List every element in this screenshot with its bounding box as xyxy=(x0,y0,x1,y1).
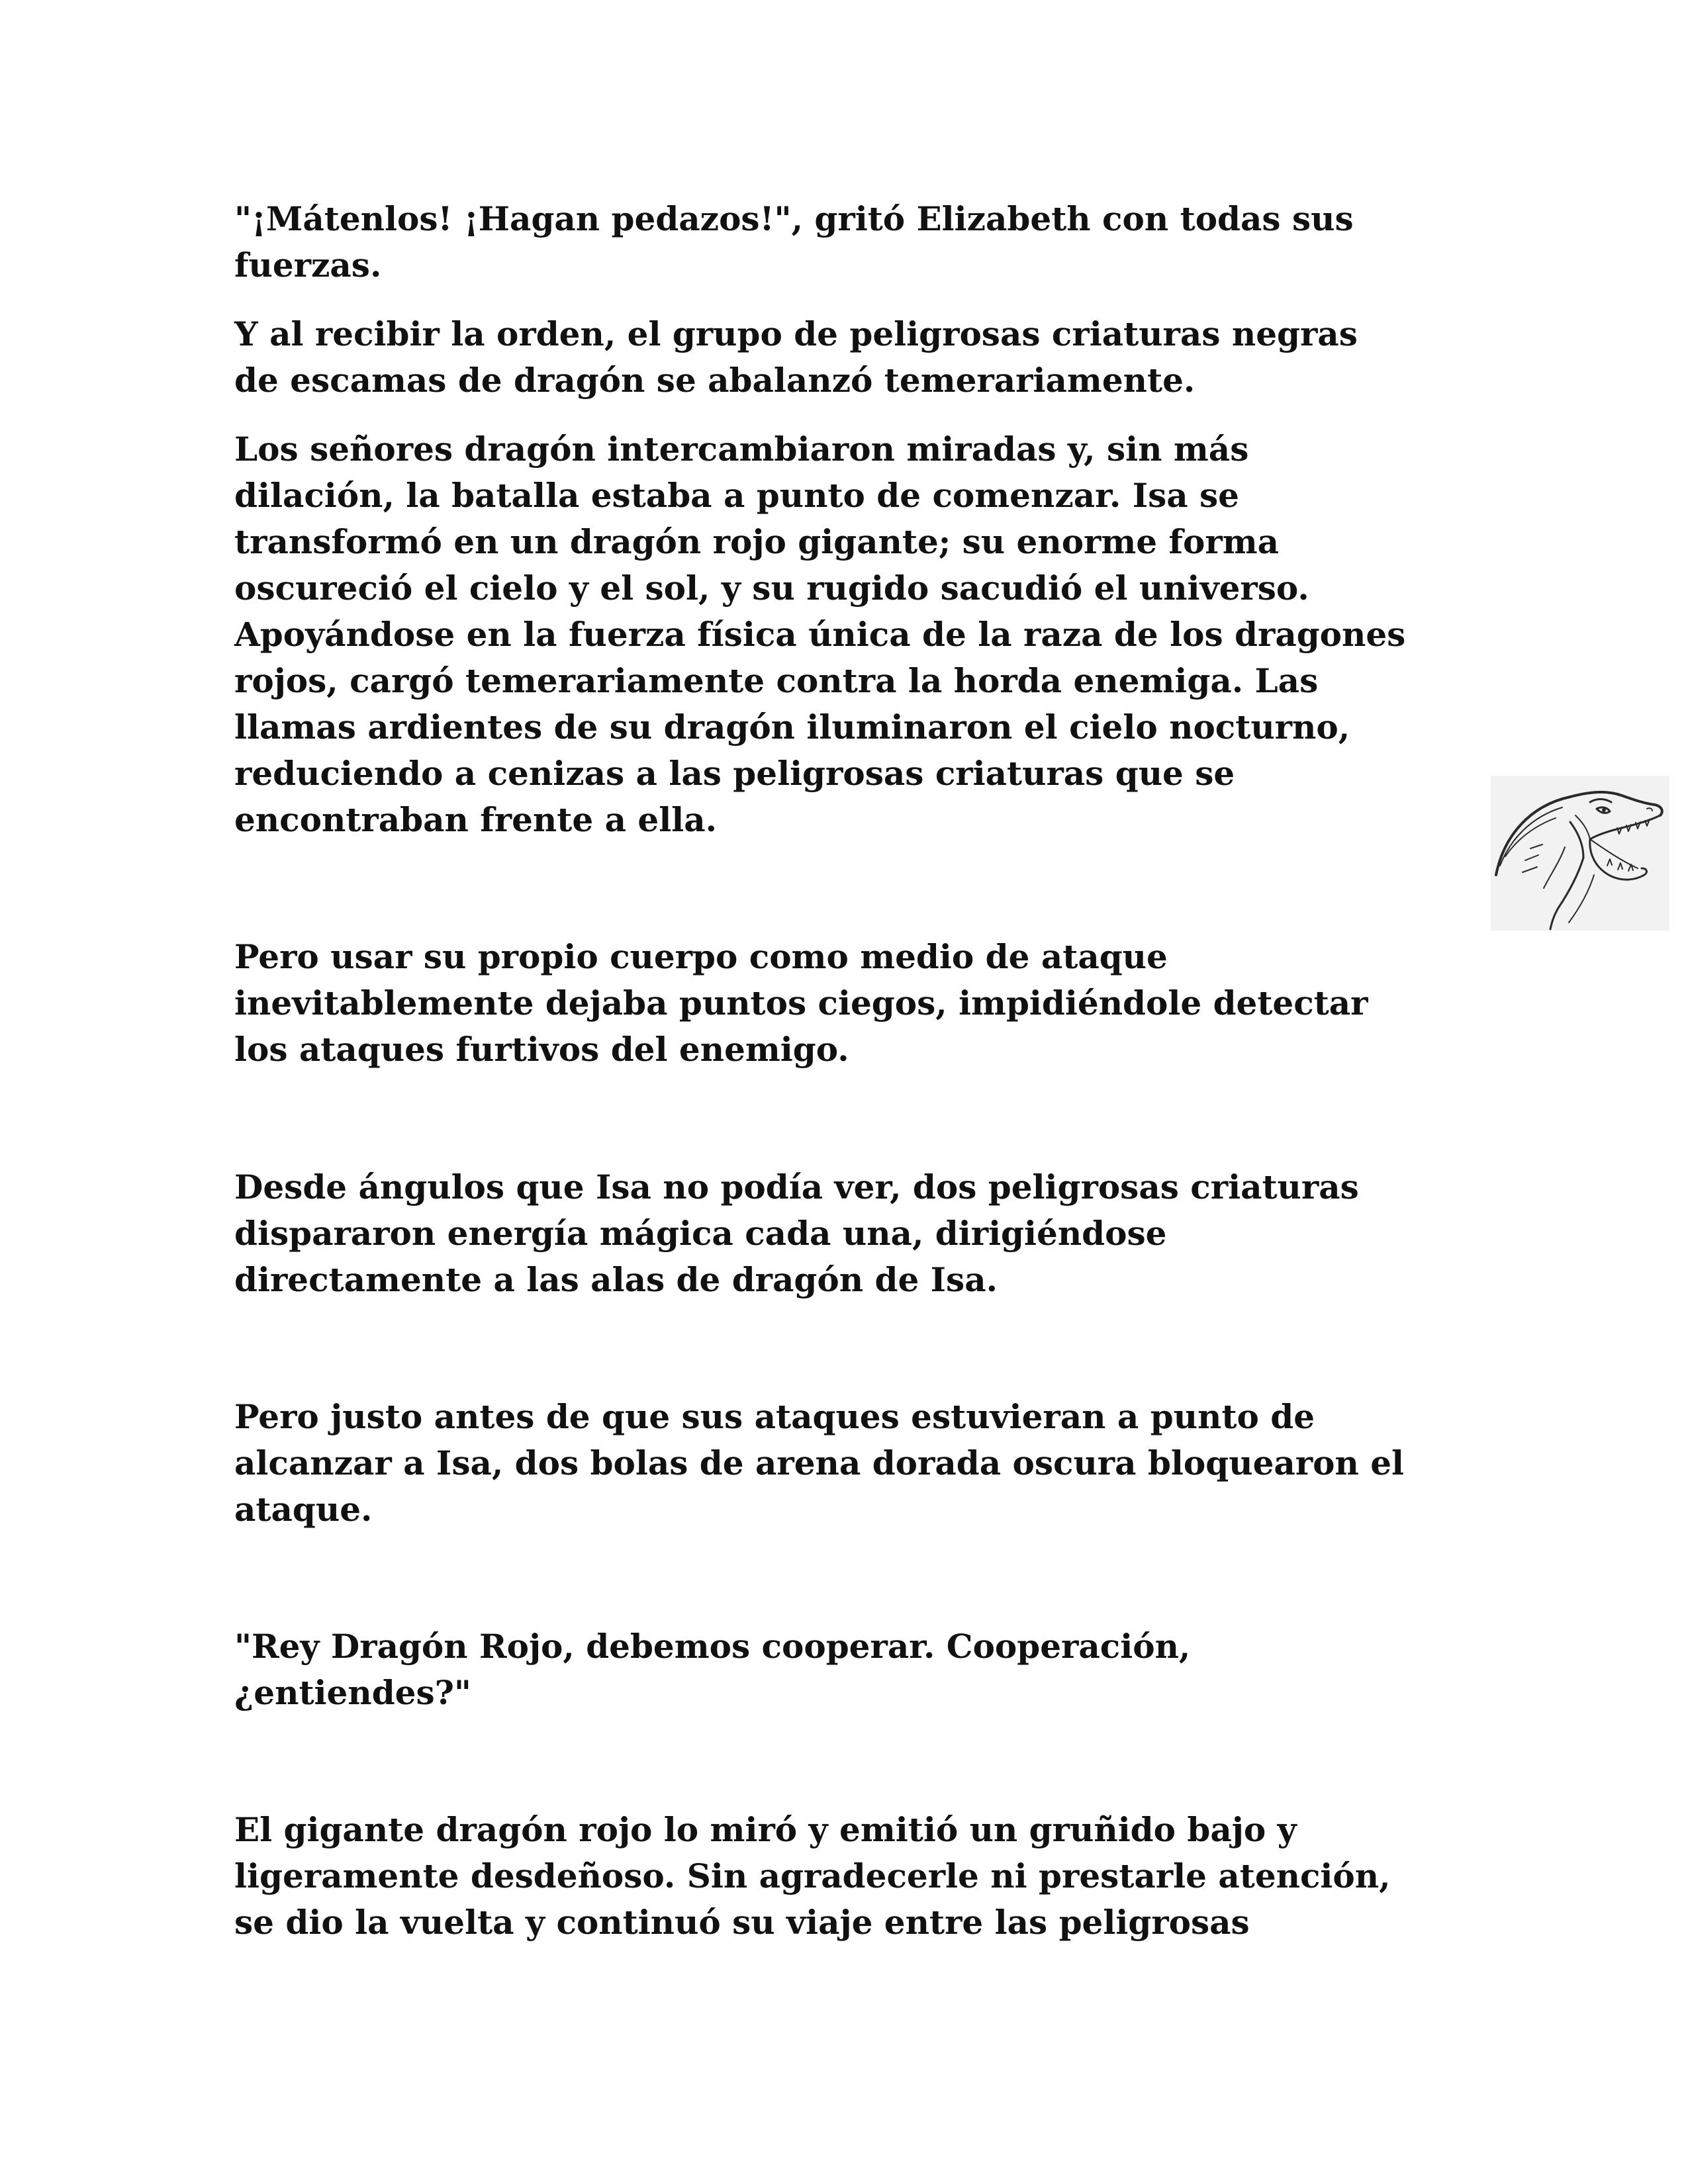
text-line: ligeramente desdeñoso. Sin agradecerle ni prestarle atención, xyxy=(234,1856,1391,1895)
text-line: oscureció el cielo y el sol, y su rugido sacudió el universo. xyxy=(234,569,1309,608)
text-line: Los señores dragón intercambiaron miradas y, sin más xyxy=(234,430,1249,469)
text-line: fuerzas. xyxy=(234,246,382,285)
text-line: Pero usar su propio cuerpo como medio de ataque xyxy=(234,937,1168,976)
paragraph-7 xyxy=(234,1623,1466,1716)
text-line: Y al recibir la orden, el grupo de peligrosas criaturas negras xyxy=(234,314,1358,353)
paragraph-5 xyxy=(234,1164,1466,1303)
paragraph-4 xyxy=(234,934,1466,1073)
text-line: alcanzar a Isa, dos bolas de arena dorada oscura bloquearon el xyxy=(234,1443,1405,1482)
text-line: Desde ángulos que Isa no podía ver, dos peligrosas criaturas xyxy=(234,1167,1359,1206)
text-line: "¡Mátenlos! ¡Hagan pedazos!", gritó Elizabeth con todas sus xyxy=(234,199,1354,238)
paragraph-8 xyxy=(234,1807,1466,1946)
text-line: los ataques furtivos del enemigo. xyxy=(234,1030,849,1069)
paragraph-6 xyxy=(234,1394,1466,1533)
text-line: "Rey Dragón Rojo, debemos cooperar. Cooperación, xyxy=(234,1627,1191,1666)
paragraph-1 xyxy=(234,196,1466,289)
text-line: llamas ardientes de su dragón iluminaron el cielo nocturno, xyxy=(234,707,1350,747)
paragraph-3 xyxy=(234,426,1466,843)
text-line: El gigante dragón rojo lo miró y emitió un gruñido bajo y xyxy=(234,1810,1297,1849)
text-line: rojos, cargó temerariamente contra la horda enemiga. Las xyxy=(234,661,1319,700)
text-line: reduciendo a cenizas a las peligrosas criaturas que se xyxy=(234,754,1235,793)
text-line: Pero justo antes de que sus ataques estuvieran a punto de xyxy=(234,1397,1315,1436)
text-line: encontraban frente a ella. xyxy=(234,800,718,839)
text-line: transformó en un dragón rojo gigante; su enorme forma xyxy=(234,522,1280,561)
dinosaur-head-sketch-icon xyxy=(1491,776,1669,931)
text-line: se dio la vuelta y continuó su viaje entre las peligrosas xyxy=(234,1903,1250,1942)
text-line: dilación, la batalla estaba a punto de comenzar. Isa se xyxy=(234,476,1239,515)
text-line: de escamas de dragón se abalanzó temerariamente. xyxy=(234,361,1196,400)
text-line: ¿entiendes?" xyxy=(234,1673,471,1712)
text-line: inevitablemente dejaba puntos ciegos, impidiéndole detectar xyxy=(234,983,1368,1023)
text-line: ataque. xyxy=(234,1490,373,1529)
text-line: directamente a las alas de dragón de Isa. xyxy=(234,1260,998,1299)
text-line: dispararon energía mágica cada una, dirigiéndose xyxy=(234,1214,1167,1253)
paragraph-2 xyxy=(234,311,1466,404)
text-line: Apoyándose en la fuerza física única de la raza de los dragones xyxy=(234,615,1406,654)
